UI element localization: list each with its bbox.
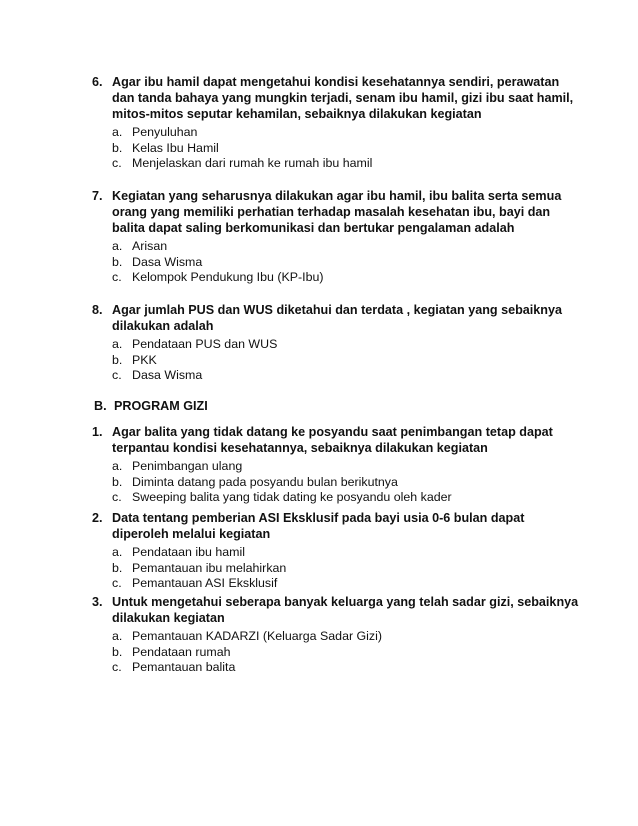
option-letter: b. (112, 474, 123, 489)
option-text: Penimbangan ulang (132, 459, 243, 473)
option-letter: b. (112, 352, 123, 367)
option-text: Kelas Ibu Hamil (132, 140, 219, 155)
option-c (112, 660, 582, 676)
option-letter: c. (112, 576, 122, 591)
section-heading (94, 398, 208, 414)
question-text: Agar balita yang tidak datang ke posyandu saat penimbangan tetap dapat terpantau kondisi kesehatannya, sebaiknya dilakukan kegiatan (112, 425, 553, 455)
option-letter: b. (112, 560, 123, 575)
option-letter: a. (112, 337, 123, 351)
option-text: Pemantauan ibu melahirkan (132, 560, 287, 575)
option-list (112, 125, 582, 172)
option-text: Pendataan PUS dan WUS (132, 337, 278, 351)
option-letter: c. (112, 490, 122, 505)
question-number: 7. (92, 189, 103, 203)
option-list (112, 239, 582, 286)
option-letter: a. (112, 239, 123, 253)
question-text: Untuk mengetahui seberapa banyak keluarga yang telah sadar gizi, sebaiknya dilakukan kegiatan (112, 595, 579, 625)
question-number: 3. (92, 595, 103, 609)
option-letter: b. (112, 644, 123, 659)
question-number: 2. (92, 511, 103, 525)
option-letter: c. (112, 660, 122, 675)
gizi-question-1 (92, 424, 582, 506)
option-text: Pemantauan KADARZI (Keluarga Sadar Gizi) (132, 629, 382, 643)
option-text: Kelompok Pendukung Ibu (KP-Ibu) (132, 270, 324, 285)
option-letter: a. (112, 125, 123, 139)
option-letter: a. (112, 545, 123, 559)
option-a (112, 545, 582, 561)
question-text: Agar ibu hamil dapat mengetahui kondisi kesehatannya sendiri, perawatan dan tanda bahaya yang mungkin terjadi, senam ibu hamil, gizi ibu saat hamil, mitos-mitos seputar kehamilan, sebaiknya dilakukan kegiatan (112, 75, 574, 121)
option-a (112, 629, 582, 645)
gizi-question-3 (92, 594, 582, 676)
option-text: PKK (132, 352, 157, 367)
option-a (112, 125, 582, 141)
option-text: Diminta datang pada posyandu bulan berikutnya (132, 474, 398, 489)
option-text: Dasa Wisma (132, 368, 203, 383)
option-list (112, 545, 582, 592)
option-letter: c. (112, 156, 122, 171)
option-letter: b. (112, 254, 123, 269)
option-text: Dasa Wisma (132, 254, 203, 269)
question-text: Data tentang pemberian ASI Eksklusif pada bayi usia 0-6 bulan dapat diperoleh melalui kegiatan (112, 511, 525, 541)
question-7 (92, 188, 582, 286)
option-list (112, 459, 582, 506)
question-text: Agar jumlah PUS dan WUS diketahui dan terdata , kegiatan yang sebaiknya dilakukan adalah (112, 303, 562, 333)
question-6 (92, 74, 582, 172)
option-c (112, 576, 582, 592)
option-text: Pemantauan ASI Eksklusif (132, 576, 278, 591)
option-b (112, 353, 582, 369)
section-title: PROGRAM GIZI (114, 399, 208, 413)
option-list (112, 629, 582, 676)
option-b (112, 141, 582, 157)
option-text: Penyuluhan (132, 125, 198, 139)
option-a (112, 239, 582, 255)
option-letter: c. (112, 368, 122, 383)
option-a (112, 337, 582, 353)
option-c (112, 156, 582, 172)
option-letter: a. (112, 459, 123, 473)
section-letter: B. (94, 399, 107, 413)
option-b (112, 475, 582, 491)
option-list (112, 337, 582, 384)
option-c (112, 368, 582, 384)
option-c (112, 490, 582, 506)
question-number: 6. (92, 75, 103, 89)
option-b (112, 561, 582, 577)
option-text: Sweeping balita yang tidak dating ke posyandu oleh kader (132, 490, 452, 505)
gizi-question-2 (92, 510, 582, 592)
option-b (112, 645, 582, 661)
option-c (112, 270, 582, 286)
option-text: Pendataan rumah (132, 644, 231, 659)
option-letter: c. (112, 270, 122, 285)
option-letter: b. (112, 140, 123, 155)
question-number: 1. (92, 425, 103, 439)
option-text: Menjelaskan dari rumah ke rumah ibu hamil (132, 156, 373, 171)
option-b (112, 255, 582, 271)
option-text: Pemantauan balita (132, 660, 236, 675)
option-letter: a. (112, 629, 123, 643)
option-text: Pendataan ibu hamil (132, 545, 245, 559)
option-a (112, 459, 582, 475)
option-text: Arisan (132, 239, 168, 253)
question-text: Kegiatan yang seharusnya dilakukan agar ibu hamil, ibu balita serta semua orang yang memiliki perhatian terhadap masalah kesehatan ibu, bayi dan balita dapat saling berkomunikasi dan bertukar pengalaman adalah (112, 189, 562, 235)
question-number: 8. (92, 303, 103, 317)
question-8 (92, 302, 582, 384)
